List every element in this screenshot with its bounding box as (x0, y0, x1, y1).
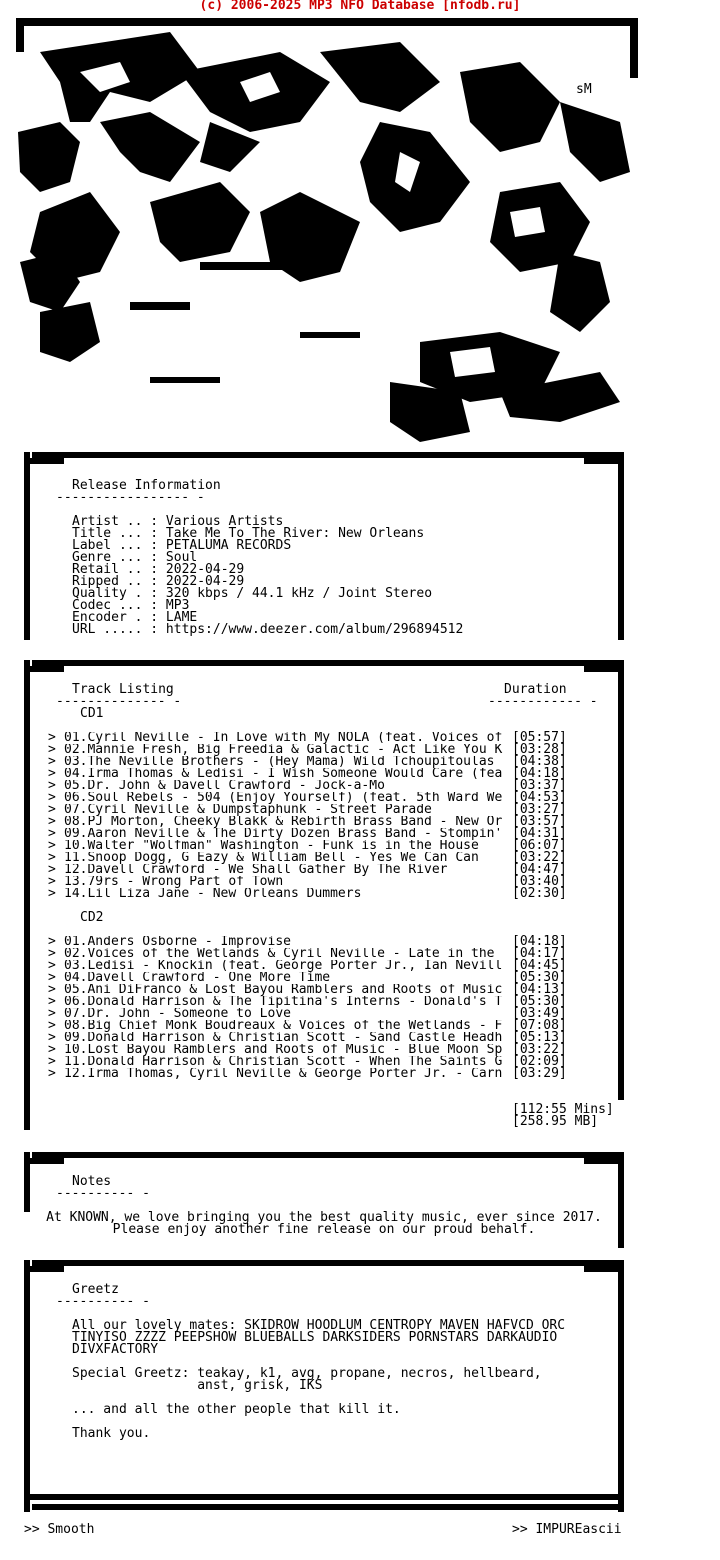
track-title: 06.Donald Harrison & The Tipitina's Interns - Donald's T (64, 996, 503, 1008)
track-title: 07.Cyril Neville & Dumpstaphunk - Street Parade (64, 804, 432, 816)
track-duration: [04:18] (512, 934, 567, 949)
track-row (48, 948, 570, 960)
cd1-label: CD1 (80, 706, 104, 721)
track-duration: [03:37] (512, 778, 567, 793)
greetz-special-line-1: Special Greetz: teakay, k1, avg, propane, necros, hellbeard, (72, 1366, 542, 1381)
release-info-value: Take Me To The River: New Orleans (165, 526, 425, 541)
track-row (48, 840, 570, 852)
track-arrow: > (48, 838, 56, 853)
track-row (48, 756, 570, 768)
total-time: [112:55 Mins] (512, 1102, 614, 1117)
track-row (48, 876, 570, 888)
release-info-heading: Release Information (72, 478, 221, 493)
track-duration: [03:27] (512, 802, 567, 817)
track-row (48, 888, 570, 900)
track-row (48, 864, 570, 876)
track-duration: [04:18] (512, 766, 567, 781)
track-title: 12.Irma Thomas, Cyril Neville & George Porter Jr. - Carn (64, 1068, 503, 1080)
track-duration: [04:47] (512, 862, 567, 877)
track-arrow: > (48, 730, 56, 745)
track-row (48, 1056, 570, 1068)
track-arrow: > (48, 946, 56, 961)
notes-heading: Notes (72, 1174, 112, 1189)
track-duration: [02:30] (512, 886, 567, 901)
release-info-value: 320 kbps / 44.1 kHz / Joint Stereo (165, 586, 433, 601)
track-row (48, 972, 570, 984)
release-info-row (72, 624, 463, 636)
cd2-label: CD2 (80, 910, 104, 925)
track-row (48, 1044, 570, 1056)
track-arrow: > (48, 826, 56, 841)
track-arrow: > (48, 778, 56, 793)
track-arrow: > (48, 886, 56, 901)
track-arrow: > (48, 1018, 56, 1033)
greetz-others: ... and all the other people that kill it. (72, 1402, 401, 1417)
track-arrow: > (48, 850, 56, 865)
greetz-mates-line-3: DIVXFACTORY (72, 1342, 159, 1357)
greetz-mates-line-1: All our lovely mates: SKIDROW HOODLUM CENTROPY MAVEN HAFVCD ORC (72, 1318, 566, 1333)
track-duration: [03:57] (512, 814, 567, 829)
greetz-heading: Greetz (72, 1282, 119, 1297)
track-row (48, 984, 570, 996)
notes-underline: ---------- - (56, 1186, 150, 1201)
track-title: 01.Anders Osborne - Improvise (64, 936, 291, 948)
track-row (48, 732, 570, 744)
track-row (48, 744, 570, 756)
track-title: 01.Cyril Neville - In Love with My NOLA (feat. Voices of (64, 732, 503, 744)
track-arrow: > (48, 982, 56, 997)
track-title: 07.Dr. John - Someone to Love (64, 1008, 291, 1020)
track-row (48, 792, 570, 804)
track-title: 11.Donald Harrison & Christian Scott - When The Saints G (64, 1056, 503, 1068)
track-title: 08.PJ Morton, Cheeky Blakk & Rebirth Brass Band - New Or (64, 816, 503, 828)
track-title: 12.Davell Crawford - We Shall Gather By The River (64, 864, 448, 876)
release-info-label: Ripped .. : (72, 574, 166, 589)
release-info-label: Retail .. : (72, 562, 166, 577)
release-info-label: Genre ... : (72, 550, 166, 565)
track-row (48, 1008, 570, 1020)
footer-left-credit: >> Smooth (24, 1522, 95, 1537)
known-ascii-logo (0, 12, 660, 442)
track-title: 10.Walter "Wolfman" Washington - Funk is in the House (64, 840, 479, 852)
track-arrow: > (48, 970, 56, 985)
greetz-mates-line-2: TINYISO ZZZZ PEEPSHOW BLUEBALLS DARKSIDERS PORNSTARS DARKAUDIO (72, 1330, 558, 1345)
track-duration: [03:28] (512, 742, 567, 757)
footer-right-credit: >> IMPUREascii (512, 1522, 622, 1537)
track-title: 13.79rs - Wrong Part of Town (64, 876, 284, 888)
track-title: 05.Dr. John & Davell Crawford - Jock-a-Mo (64, 780, 385, 792)
release-info-label: Encoder . : (72, 610, 166, 625)
release-info-value: PETALUMA RECORDS (165, 538, 292, 553)
track-duration: [04:38] (512, 754, 567, 769)
duration-heading: Duration (504, 682, 567, 697)
track-row (48, 936, 570, 948)
track-arrow: > (48, 814, 56, 829)
track-arrow: > (48, 802, 56, 817)
track-title: 03.The Neville Brothers - (Hey Mama) Wild Tchoupitoulas (64, 756, 503, 768)
logo-signature: sM (576, 82, 592, 97)
copyright-banner: (c) 2006-2025 MP3 NFO Database [nfodb.ru] (199, 0, 521, 13)
track-title: 10.Lost Bayou Ramblers and Roots of Music - Blue Moon Sp (64, 1044, 503, 1056)
track-title: 08.Big Chief Monk Boudreaux & Voices of the Wetlands - F (64, 1020, 503, 1032)
track-arrow: > (48, 1042, 56, 1057)
track-title: 06.Soul Rebels - 504 (Enjoy Yourself) (feat. 5th Ward We (64, 792, 503, 804)
release-info-value: Various Artists (165, 514, 284, 529)
release-info-label: Codec ... : (72, 598, 166, 613)
release-info-label: Title ... : (72, 526, 166, 541)
notes-line-2: Please enjoy another fine release on our proud behalf. (112, 1222, 536, 1237)
duration-underline: ------------ - (488, 694, 598, 709)
track-duration: [04:17] (512, 946, 567, 961)
track-title: 14.Lil Liza Jane - New Orleans Dummers (64, 888, 362, 900)
track-row (48, 996, 570, 1008)
release-info-label: Artist .. : (72, 514, 166, 529)
track-arrow: > (48, 1066, 56, 1081)
track-duration: [04:13] (512, 982, 567, 997)
track-duration: [05:57] (512, 730, 567, 745)
track-duration: [04:31] (512, 826, 567, 841)
track-duration: [05:30] (512, 994, 567, 1009)
track-row (48, 780, 570, 792)
track-arrow: > (48, 994, 56, 1009)
track-duration: [03:22] (512, 1042, 567, 1057)
track-arrow: > (48, 790, 56, 805)
release-info-label: URL ..... : (72, 622, 166, 637)
release-info-value: LAME (165, 610, 198, 625)
track-title: 04.Davell Crawford - One More Time (64, 972, 331, 984)
track-duration: [03:49] (512, 1006, 567, 1021)
track-duration: [07:08] (512, 1018, 567, 1033)
track-row (48, 960, 570, 972)
total-size: [258.95 MB] (512, 1114, 599, 1129)
track-listing-heading: Track Listing (72, 682, 174, 697)
release-info-value[interactable]: https://www.deezer.com/album/296894512 (165, 622, 464, 637)
track-row (48, 828, 570, 840)
track-row (48, 1032, 570, 1044)
track-listing-underline: -------------- - (56, 694, 182, 709)
track-title: 03.Ledisi - Knockin (feat. George Porter Jr., Ian Nevill (64, 960, 503, 972)
track-row (48, 1020, 570, 1032)
greetz-special-line-2: anst, grisk, IKS (72, 1378, 323, 1393)
track-title: 02.Mannie Fresh, Big Freedia & Galactic - Act Like You K (64, 744, 503, 756)
track-arrow: > (48, 862, 56, 877)
track-arrow: > (48, 958, 56, 973)
release-info-value: MP3 (165, 598, 190, 613)
track-title: 04.Irma Thomas & Ledisi - I Wish Someone Would Care (fea (64, 768, 503, 780)
track-arrow: > (48, 742, 56, 757)
track-arrow: > (48, 1006, 56, 1021)
track-title: 02.Voices of the Wetlands & Cyril Neville - Late in the (64, 948, 503, 960)
track-row (48, 804, 570, 816)
release-info-underline: ----------------- - (56, 490, 205, 505)
release-info-label: Quality . : (72, 586, 166, 601)
release-info-value: Soul (165, 550, 198, 565)
track-duration: [03:29] (512, 1066, 567, 1081)
track-row (48, 1068, 570, 1080)
release-info-value: 2022-04-29 (165, 562, 245, 577)
greetz-underline: ---------- - (56, 1294, 150, 1309)
track-title: 11.Snoop Dogg, G Eazy & William Bell - Yes We Can Can (64, 852, 479, 864)
track-duration: [03:22] (512, 850, 567, 865)
track-title: 09.Aaron Neville & The Dirty Dozen Brass Band - Stompin' (64, 828, 503, 840)
track-title: 05.Ani DiFranco & Lost Bayou Ramblers and Roots of Music (64, 984, 503, 996)
track-duration: [05:13] (512, 1030, 567, 1045)
track-duration: [04:53] (512, 790, 567, 805)
track-arrow: > (48, 754, 56, 769)
track-duration: [06:07] (512, 838, 567, 853)
track-duration: [03:40] (512, 874, 567, 889)
track-row (48, 768, 570, 780)
track-arrow: > (48, 1054, 56, 1069)
track-arrow: > (48, 874, 56, 889)
track-title: 09.Donald Harrison & Christian Scott - Sand Castle Headh (64, 1032, 503, 1044)
track-duration: [04:45] (512, 958, 567, 973)
track-duration: [02:09] (512, 1054, 567, 1069)
track-duration: [05:30] (512, 970, 567, 985)
greetz-thanks: Thank you. (72, 1426, 151, 1441)
track-arrow: > (48, 766, 56, 781)
track-row (48, 816, 570, 828)
release-info-label: Label ... : (72, 538, 166, 553)
track-arrow: > (48, 1030, 56, 1045)
track-row (48, 852, 570, 864)
notes-line-1: At KNOWN, we love bringing you the best quality music, ever since 2017. (46, 1210, 602, 1225)
track-arrow: > (48, 934, 56, 949)
release-info-value: 2022-04-29 (165, 574, 245, 589)
